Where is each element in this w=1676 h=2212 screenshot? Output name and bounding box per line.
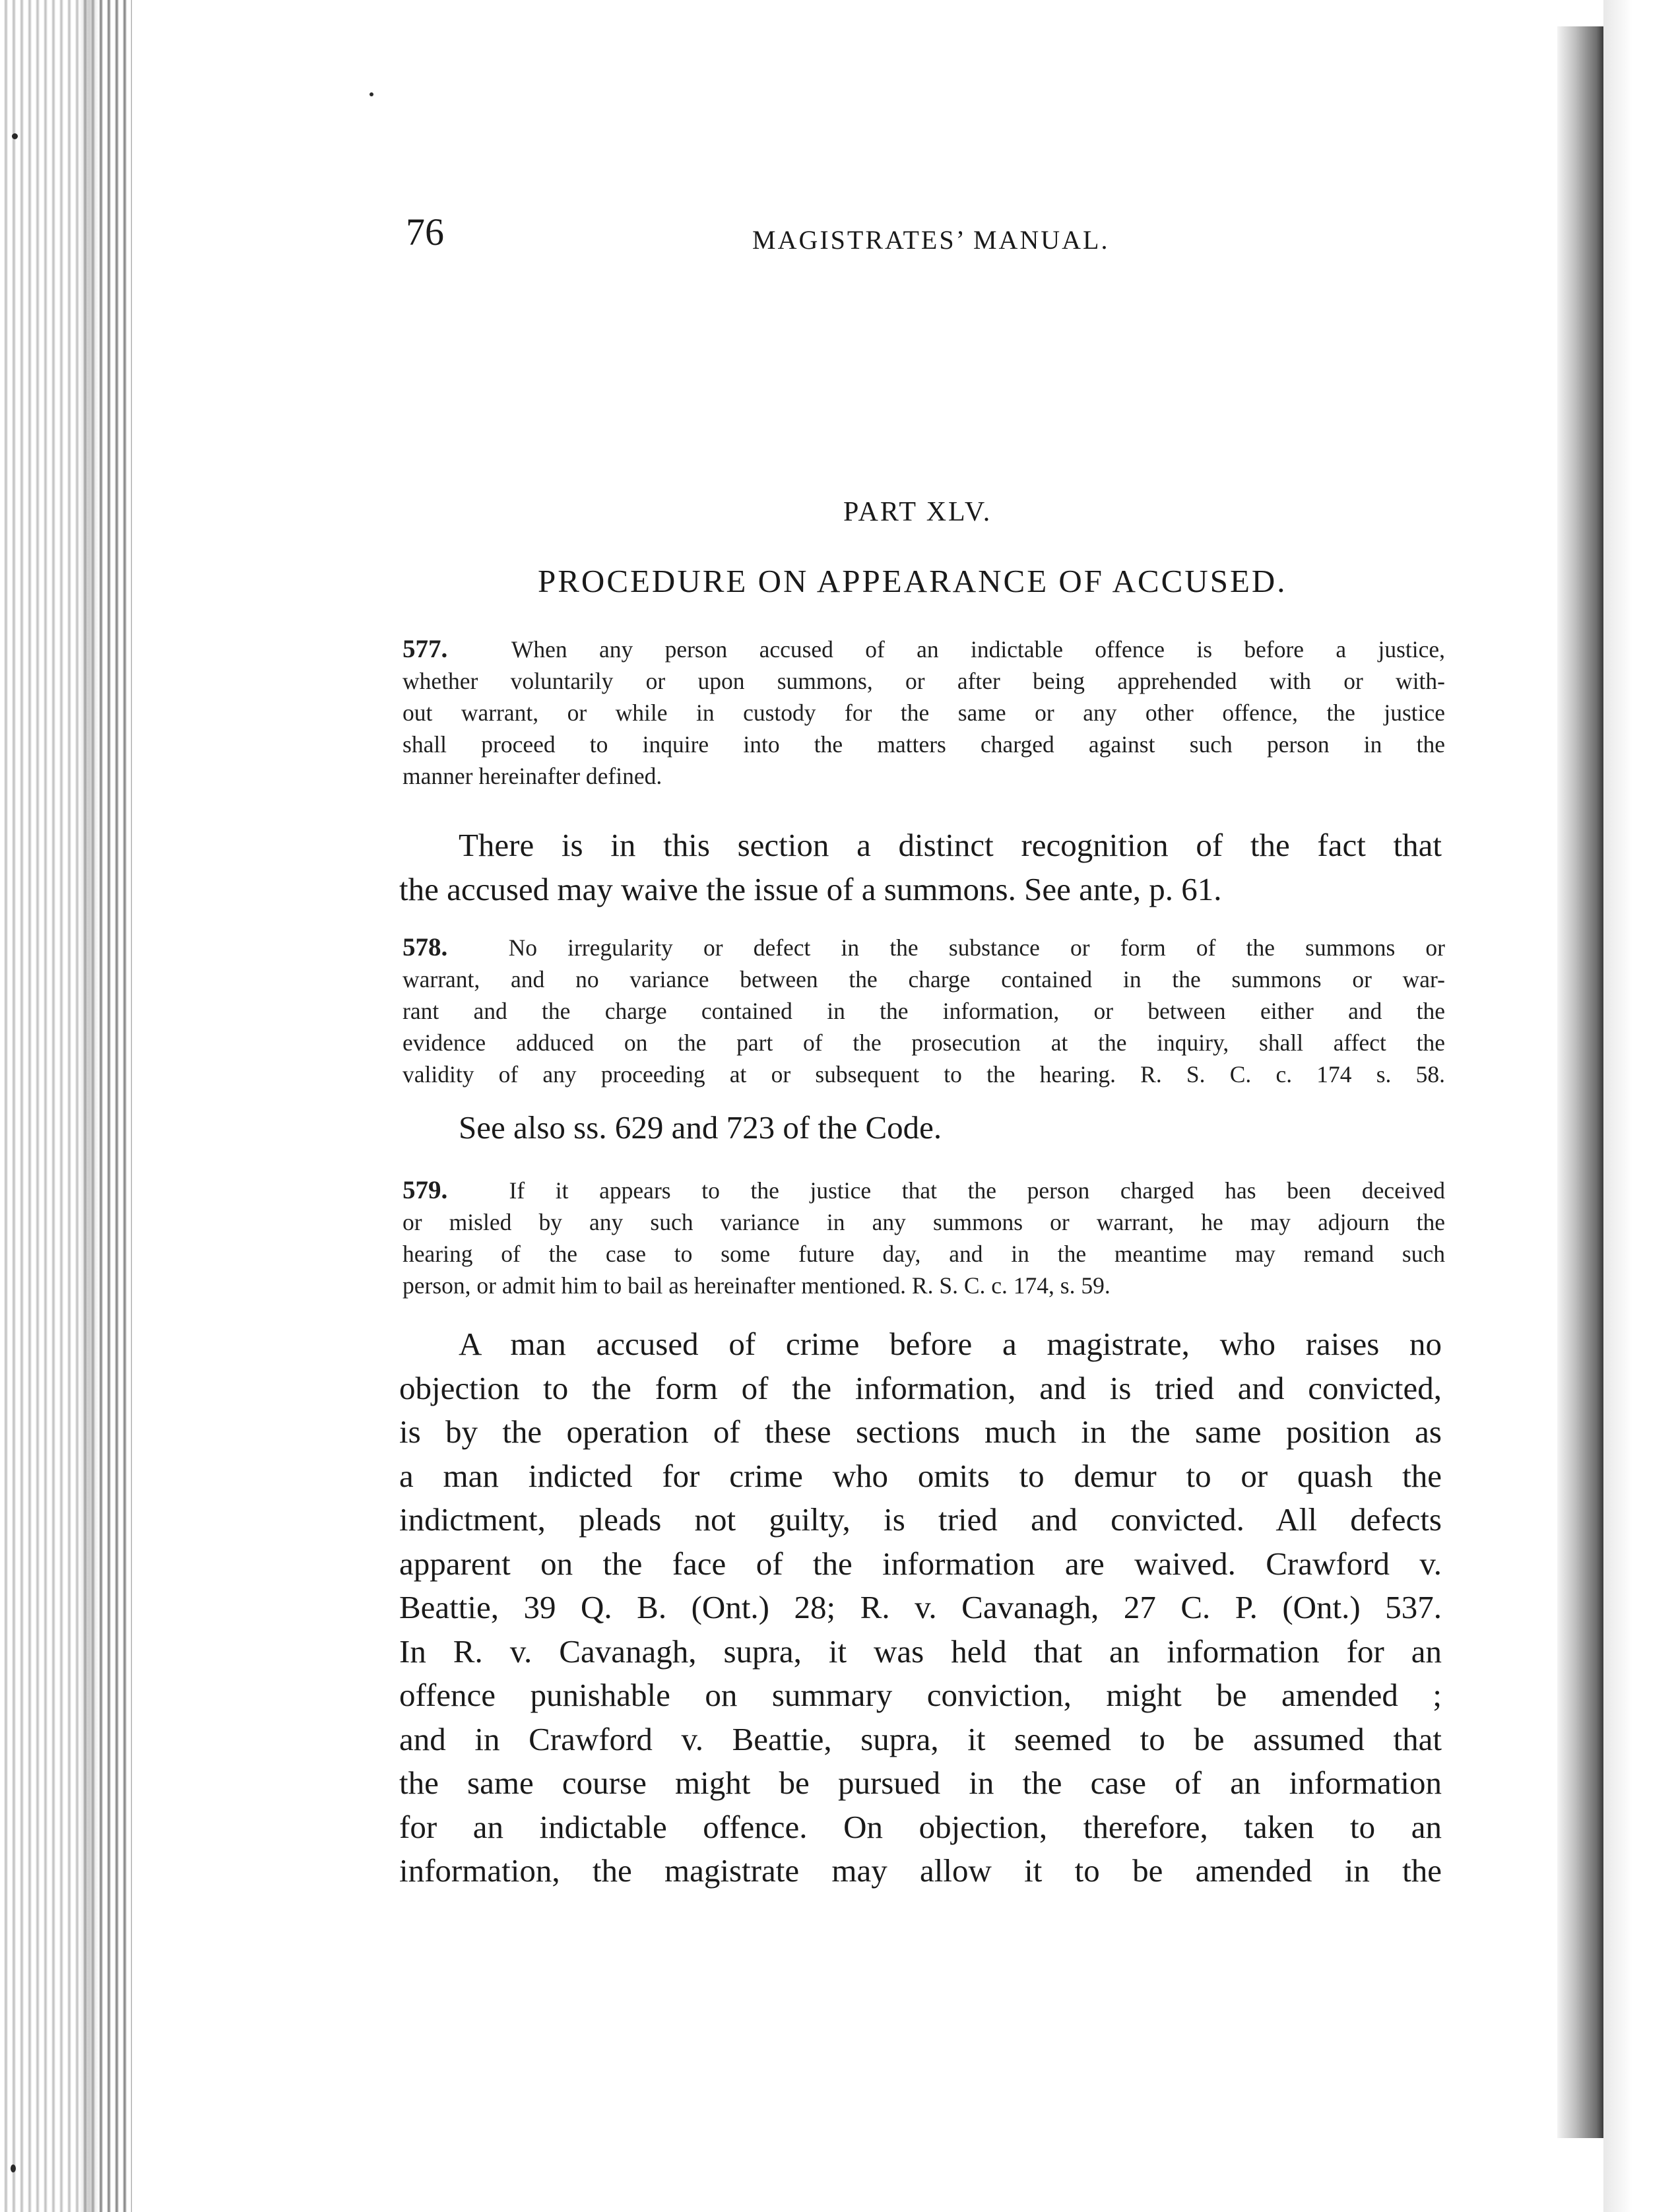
statute-line: 577. When any person accused of an indictable offence is before a justice, [403,635,1446,663]
commentary-line: the accused may waive the issue of a summons. See ante, p. 61. [399,870,1222,907]
commentary-line: In R. v. Cavanagh, supra, it was held that an information for an [399,1633,1442,1670]
commentary-579 [399,1322,1442,1893]
commentary-line: A man accused of crime before a magistrate, who raises no [459,1326,1442,1362]
statute-line: whether voluntarily or upon summons, or after being apprehended with or with- [403,668,1445,694]
part-heading: PART XLV. [843,497,992,527]
statute-line: person, or admit him to bail as hereinafter mentioned. R. S. C. c. 174, s. 59. [403,1272,1111,1299]
statute-line: or misled by any such variance in any summons or warrant, he may adjourn the [403,1209,1445,1235]
section-number: 578. [403,933,448,961]
section-number: 579. [403,1176,448,1204]
statute-line: validity of any proceeding at or subsequent to the hearing. R. S. C. c. 174 s. 58. [403,1061,1445,1088]
statute-line: out warrant, or while in custody for the same or any other offence, the justice [403,699,1445,726]
commentary-line: offence punishable on summary conviction, might be amended ; [399,1677,1442,1713]
statute-line: rant and the charge contained in the information, or between either and the [403,998,1445,1024]
dust-speck [11,2164,16,2172]
statute-section-577 [403,634,1445,792]
running-title: MAGISTRATES’ MANUAL. [752,225,1110,255]
dust-speck [12,133,18,139]
page-number: 76 [406,211,444,253]
commentary-line: See also ss. 629 and 723 of the Code. [459,1109,942,1146]
commentary-line: objection to the form of the information, and is tried and convicted, [399,1369,1442,1406]
commentary-line: and in Crawford v. Beattie, supra, it seemed to be assumed that [399,1720,1442,1757]
commentary-line: apparent on the face of the information are waived. Crawford v. [399,1545,1442,1582]
facing-page-edge [1603,0,1676,2212]
commentary-line: Beattie, 39 Q. B. (Ont.) 28; R. v. Cavanagh, 27 C. P. (Ont.) 537. [399,1589,1442,1625]
statute-line: 578. No irregularity or defect in the substance or form of the summons or [403,933,1446,961]
statute-line: evidence adduced on the part of the prosecution at the inquiry, shall affect the [403,1029,1445,1056]
statute-line: manner hereinafter defined. [403,763,662,789]
commentary-line: a man indicted for crime who omits to demur to or quash the [399,1457,1442,1494]
commentary-578 [399,1106,1442,1150]
commentary-line: is by the operation of these sections much in the same position as [399,1414,1442,1450]
commentary-577 [399,824,1442,911]
commentary-line: the same course might be pursued in the case of an information [399,1765,1442,1801]
binding-shadow [0,0,99,2212]
commentary-line: There is in this section a distinct recognition of the fact that [459,827,1442,863]
statute-line: shall proceed to inquire into the matters charged against such person in the [403,731,1445,758]
part-title: PROCEDURE ON APPEARANCE OF ACCUSED. [538,563,1287,599]
commentary-line: indictment, pleads not guilty, is tried and convicted. All defects [399,1501,1442,1538]
dust-speck [370,92,373,96]
statute-line: 579. If it appears to the justice that the person charged has been deceived [403,1176,1445,1204]
gutter-shadow [1557,26,1603,2138]
statute-section-578 [403,932,1445,1090]
statute-line: hearing of the case to some future day, and in the meantime may remand such [403,1241,1445,1267]
statute-line: warrant, and no variance between the charge contained in the summons or war- [403,966,1445,992]
section-number: 577. [403,635,448,663]
commentary-line: for an indictable offence. On objection, therefore, taken to an [399,1808,1442,1845]
commentary-line: information, the magistrate may allow it to be amended in the [399,1852,1442,1889]
statute-section-579 [403,1175,1445,1301]
